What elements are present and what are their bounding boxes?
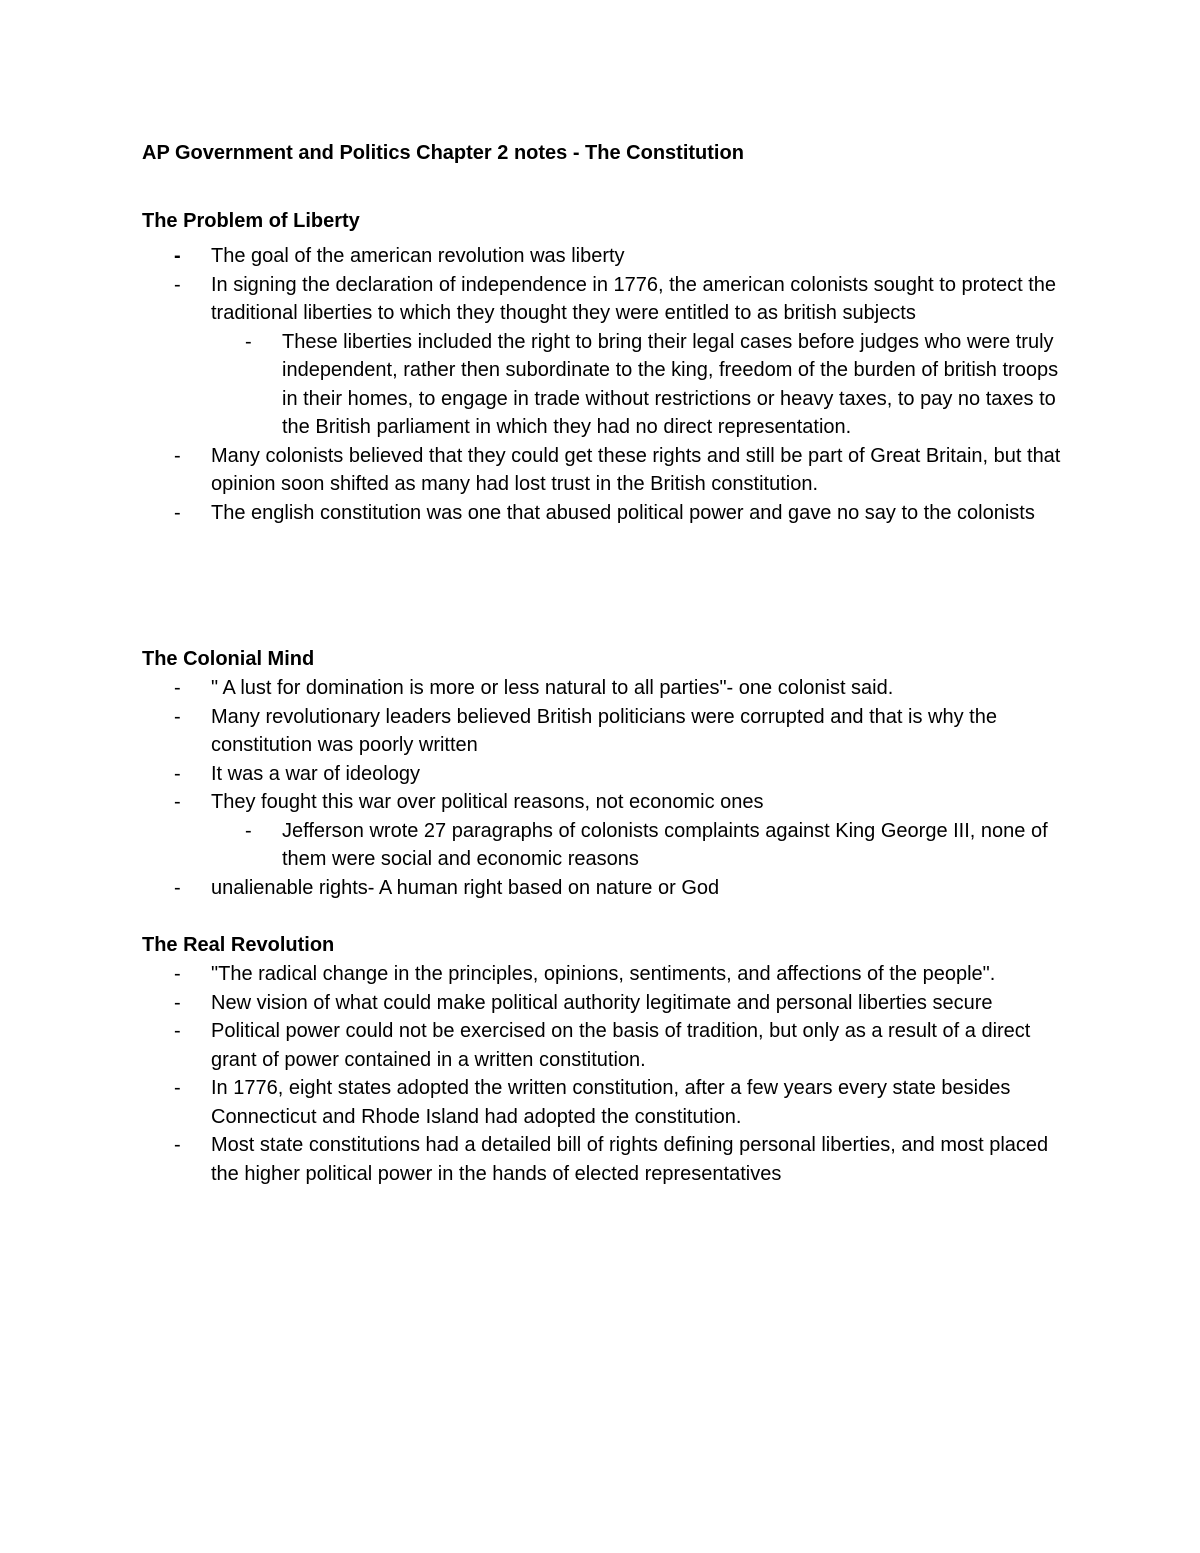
list-item-text: New vision of what could make political authority legitimate and personal liberties secure — [211, 991, 993, 1014]
bullet-dash: - — [174, 444, 181, 467]
bullet-dash: - — [174, 1077, 181, 1099]
list-item — [0, 788, 1071, 817]
section-heading-problem-of-liberty: The Problem of Liberty — [142, 210, 360, 232]
list-item — [0, 960, 1071, 989]
bullet-dash: - — [174, 762, 181, 785]
list-item — [0, 1074, 1071, 1131]
list-item-text: unalienable rights- A human right based on nature or God — [211, 876, 720, 899]
section-heading-colonial-mind: The Colonial Mind — [142, 648, 315, 670]
list-item-text: Jefferson wrote 27 paragraphs of colonists complaints against King George III, none of them were social and economic reasons — [282, 819, 1048, 870]
page-title: AP Government and Politics Chapter 2 notes - The Constitution — [142, 142, 744, 164]
list-item — [0, 271, 1071, 328]
list-item — [0, 817, 1072, 874]
bullet-dash: - — [174, 705, 181, 728]
list-item — [0, 328, 1072, 442]
bullet-dash: - — [174, 791, 181, 813]
list-item-text: They fought this war over political reasons, not economic ones — [211, 791, 764, 813]
list-item — [0, 760, 1071, 789]
list-item — [0, 989, 1071, 1018]
list-item — [0, 1017, 1071, 1074]
list-item-text: The english constitution was one that abused political power and gave no say to the colonists — [211, 501, 1035, 524]
list-item-text: These liberties included the right to bring their legal cases before judges who were truly independent, rather then subordinate to the king, freedom of the burden of british troops in their homes, to engage in trade without restrictions or heavy taxes, to pay no taxes to the British parliament in which they had no direct representation. — [282, 330, 1059, 438]
list-item-text: "The radical change in the principles, opinions, sentiments, and affections of the people". — [211, 963, 996, 985]
list-item — [0, 1131, 1071, 1188]
list-item-text: Political power could not be exercised on the basis of tradition, but only as a result of a direct grant of power contained in a written constitution. — [211, 1020, 1031, 1071]
bullet-dash: - — [174, 876, 181, 899]
list-item-text: " A lust for domination is more or less natural to all parties"- one colonist said. — [211, 677, 894, 699]
bullet-dash: - — [245, 330, 252, 353]
bullet-dash: - — [174, 1020, 181, 1042]
list-item — [0, 874, 1071, 903]
bullet-list-real-revolution — [0, 960, 1071, 1188]
section-heading-real-revolution: The Real Revolution — [142, 934, 335, 956]
bullet-list-problem-of-liberty — [0, 242, 1072, 527]
bullet-dash: - — [174, 501, 181, 524]
list-item — [0, 499, 1071, 528]
bullet-dash: - — [174, 963, 181, 985]
bullet-dash: - — [174, 677, 181, 699]
list-item-text: The goal of the american revolution was liberty — [211, 245, 625, 267]
bullet-dash: - — [245, 819, 252, 842]
list-item — [0, 674, 1071, 703]
list-item-text: Many colonists believed that they could get these rights and still be part of Great Britain, but that opinion soon shifted as many had lost trust in the British constitution. — [211, 444, 1061, 495]
list-item — [0, 242, 1071, 271]
bullet-dash: - — [174, 273, 181, 296]
list-item-text: In 1776, eight states adopted the written constitution, after a few years every state besides Connecticut and Rhode Island had adopted the constitution. — [211, 1077, 1011, 1128]
list-item-text: It was a war of ideology — [211, 762, 420, 785]
list-item-text: Most state constitutions had a detailed bill of rights defining personal liberties, and most placed the higher political power in the hands of elected representatives — [211, 1134, 1049, 1185]
bullet-dash: - — [174, 991, 181, 1014]
list-item — [0, 442, 1071, 499]
bullet-dash: - — [174, 1134, 181, 1156]
list-item — [0, 703, 1071, 760]
list-item-text: In signing the declaration of independence in 1776, the american colonists sought to protect the traditional liberties to which they thought they were entitled to as british subjects — [211, 273, 1057, 324]
list-item-text: Many revolutionary leaders believed British politicians were corrupted and that is why the constitution was poorly written — [211, 705, 997, 756]
bullet-list-colonial-mind — [0, 674, 1072, 902]
bullet-dash: - — [174, 245, 181, 267]
